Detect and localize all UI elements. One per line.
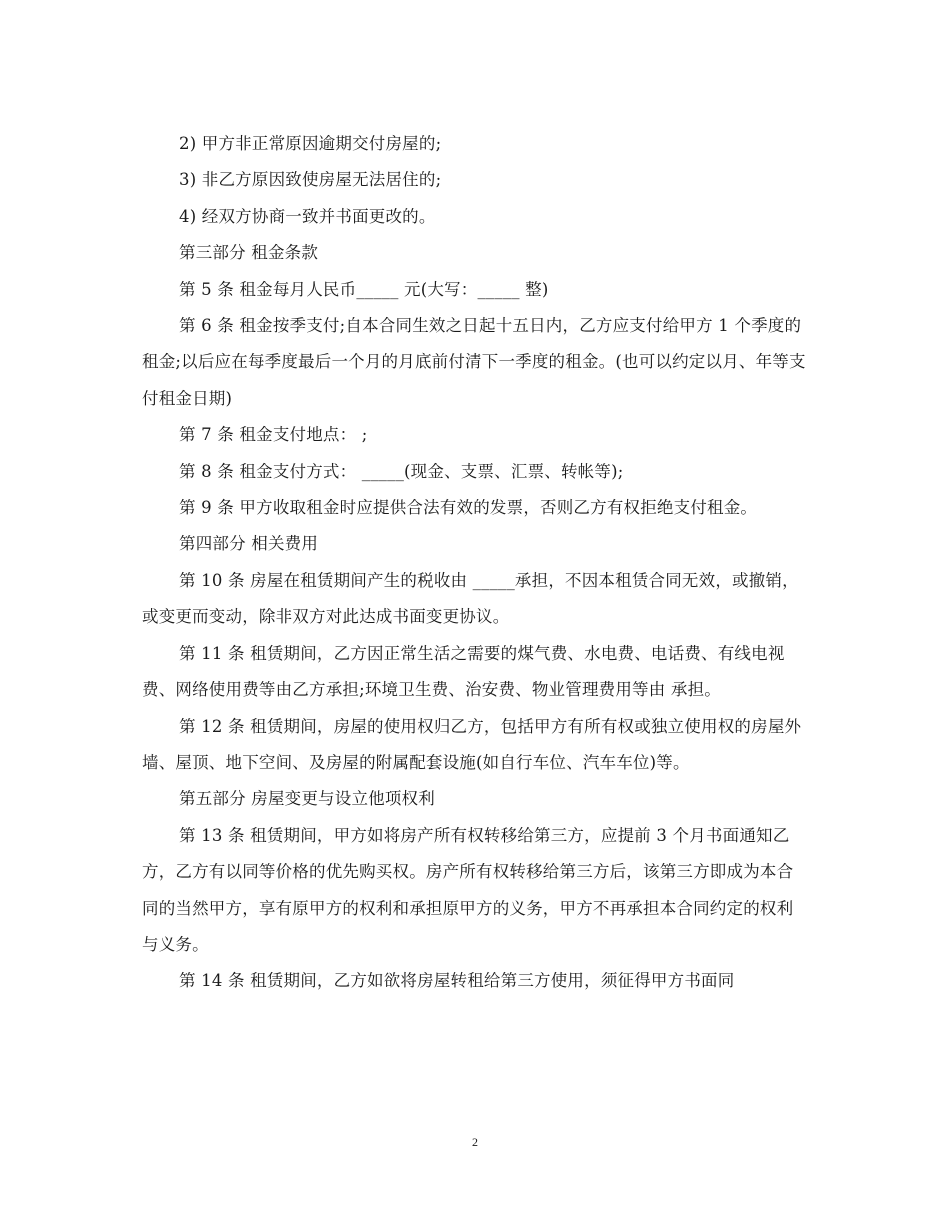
article-14: 第 14 条 租赁期间，乙方如欲将房屋转租给第三方使用，须征得甲方书面同	[179, 971, 735, 991]
article-5: 第 5 条 租金每月人民币_____ 元(大写：_____ 整)	[179, 279, 549, 299]
article-6: 第 6 条 租金按季支付;自本合同生效之日起十五日内，乙方应支付给甲方 1 个季度的租金;以后应在每季度最后一个月的月底前付清下一季度的租金。(也可以约定以月、年等支付租金日期)	[142, 316, 806, 408]
clause-item-4: 4) 经双方协商一致并书面更改的。	[179, 206, 436, 226]
article-8: 第 8 条 租金支付方式： _____(现金、支票、汇票、转帐等);	[179, 461, 624, 481]
page-number: 2	[472, 1135, 478, 1149]
clause-item-3: 3) 非乙方原因致使房屋无法居住的;	[179, 170, 442, 190]
article-13: 第 13 条 租赁期间，甲方如将房产所有权转移给第三方，应提前 3 个月书面通知乙方，乙方有以同等价格的优先购买权。房产所有权转移给第三方后，该第三方即成为本合同的当然甲方，享有原甲方的权利和承担原甲方的义务，甲方不再承担本合同约定的权利与义务。	[142, 825, 794, 954]
section-heading-part-3: 第三部分 租金条款	[179, 243, 319, 263]
section-heading-part-5: 第五部分 房屋变更与设立他项权利	[179, 789, 435, 809]
article-9: 第 9 条 甲方收取租金时应提供合法有效的发票，否则乙方有权拒绝支付租金。	[179, 498, 758, 518]
article-11: 第 11 条 租赁期间，乙方因正常生活之需要的煤气费、水电费、电话费、有线电视费、网络使用费等由乙方承担;环境卫生费、治安费、物业管理费用等由 承担。	[142, 643, 785, 700]
section-heading-part-4: 第四部分 相关费用	[179, 534, 319, 554]
clause-item-2: 2) 甲方非正常原因逾期交付房屋的;	[179, 134, 442, 153]
article-10: 第 10 条 房屋在租赁期间产生的税收由 _____承担，不因本租赁合同无效，或撤销，或变更而变动，除非双方对此达成书面变更协议。	[142, 570, 799, 627]
document-body	[142, 126, 808, 1000]
article-12: 第 12 条 租赁期间，房屋的使用权归乙方，包括甲方有所有权或独立使用权的房屋外墙、屋顶、地下空间、及房屋的附属配套设施(如自行车位、汽车车位)等。	[142, 716, 802, 772]
article-7: 第 7 条 租金支付地点： ;	[179, 425, 368, 445]
